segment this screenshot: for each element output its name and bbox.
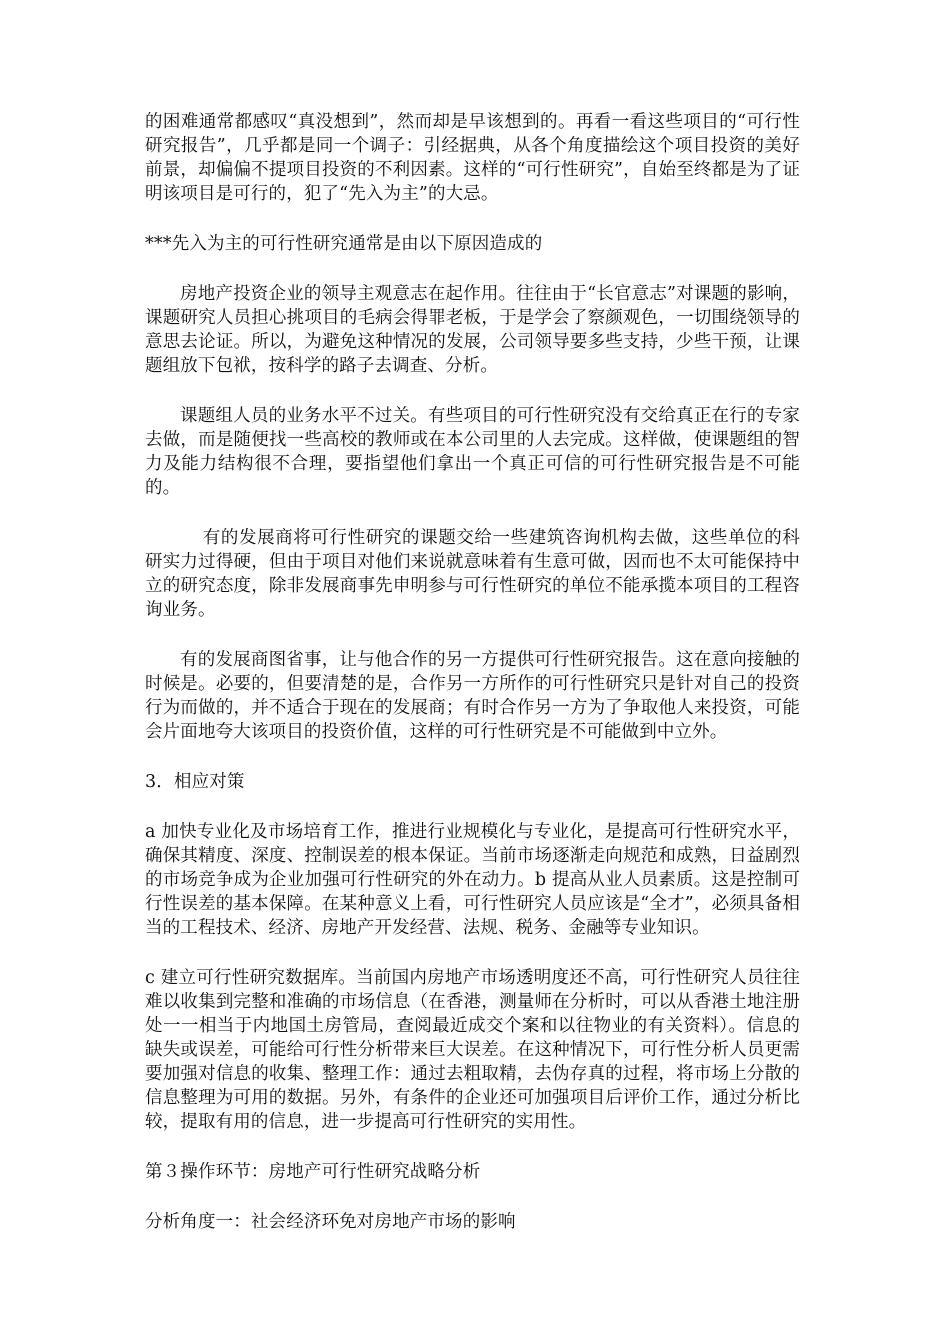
paragraph-countermeasure-c: c 建立可行性研究数据库。当前国内房地产市场透明度还不高，可行性研究人员往往难以收集到完整和准确的市场信息（在香港，测量师在分析时，可以从香港土地注册处一一相当于内地国土房管局，查阅最近成交个案和以往物业的有关资料）。信息的缺失或误差，可能给可行性分析带来巨大误差。在这种情况下，可行性分析人员更需要加强对信息的收集、整理工作：通过去粗取精，去伪存真的过程，将市场上分散的信息整理为可用的数据。另外，有条件的企业还可加强项目后评价工作，通过分析比较，提取有用的信息，进一步提高可行性研究的实用性。 (145, 968, 800, 1132)
paragraph-partner-report: 有的发展商图省事，让与他合作的另一方提供可行性研究报告。这在意向接触的时候是。必要的，但要清楚的是，合作另一方所作的可行性研究只是针对自己的投资行为而做的，并不适合于现在的发展商；有时合作另一方为了争取他人来投资，可能会片面地夸大该项目的投资价值，这样的可行性研究是不可能做到中立外。 (145, 650, 800, 742)
paragraph-leader-will: 房地产投资企业的领导主观意志在起作用。往往由于“长官意志”对课题的影响，课题研究人员担心挑项目的毛病会得罪老板，于是学会了察颜观色，一切围绕领导的意思去论证。所以，为避免这种情况的发展，公司领导要多些支持，少些干预，让课题组放下包袱，按科学的路子去调查、分析。 (145, 284, 800, 376)
paragraph-team-skill: 课题组人员的业务水平不过关。有些项目的可行性研究没有交给真正在行的专家去做，而是随便找一些高校的教师或在本公司里的人去完成。这样做，使课题组的智力及能力结构很不合理，要指望他们拿出一个真正可信的可行性研究报告是不可能的。 (145, 406, 800, 498)
section-heading-step-3: 第３操作环节：房地产可行性研究战略分析 (145, 1162, 481, 1182)
section-subheading-causes: ***先入为主的可行性研究通常是由以下原因造成的 (145, 234, 543, 254)
paragraph-countermeasure-a-b: a 加快专业化及市场培育工作，推进行业规模化与专业化，是提高可行性研究水平，确保其精度、深度、控制误差的根本保证。当前市场逐渐走向规范和成熟，日益剧烈的市场竞争成为企业加强可行性研究的外在动力。b 提高从业人员素质。这是控制可行性误差的基本保障。在某种意义上看，可行性研究人员应该是“全才”，必须具备相当的工程技术、经济、房地产开发经营、法规、税务、金融等专业知识。 (145, 822, 800, 938)
section-heading-countermeasures: 3．相应对策 (145, 772, 245, 792)
paragraph-intro: 的困难通常都感叹“真没想到”，然而却是早该想到的。再看一看这些项目的“可行性研究报告”，几乎都是同一个调子：引经据典，从各个角度描绘这个项目投资的美好前景，却偏偏不提项目投资的不利因素。这样的“可行性研究”，自始至终都是为了证明该项目是可行的，犯了“先入为主”的大忌。 (145, 112, 800, 204)
document-page (145, 110, 800, 1260)
section-heading-angle-1: 分析角度一：社会经济环免对房地产市场的影响 (145, 1212, 516, 1232)
paragraph-consulting-agency: 有的发展商将可行性研究的课题交给一些建筑咨询机构去做，这些单位的科研实力过得硬，但由于项目对他们来说就意味着有生意可做，因而也不太可能保持中立的研究态度，除非发展商事先申明参与可行性研究的单位不能承揽本项目的工程咨询业务。 (145, 528, 800, 620)
